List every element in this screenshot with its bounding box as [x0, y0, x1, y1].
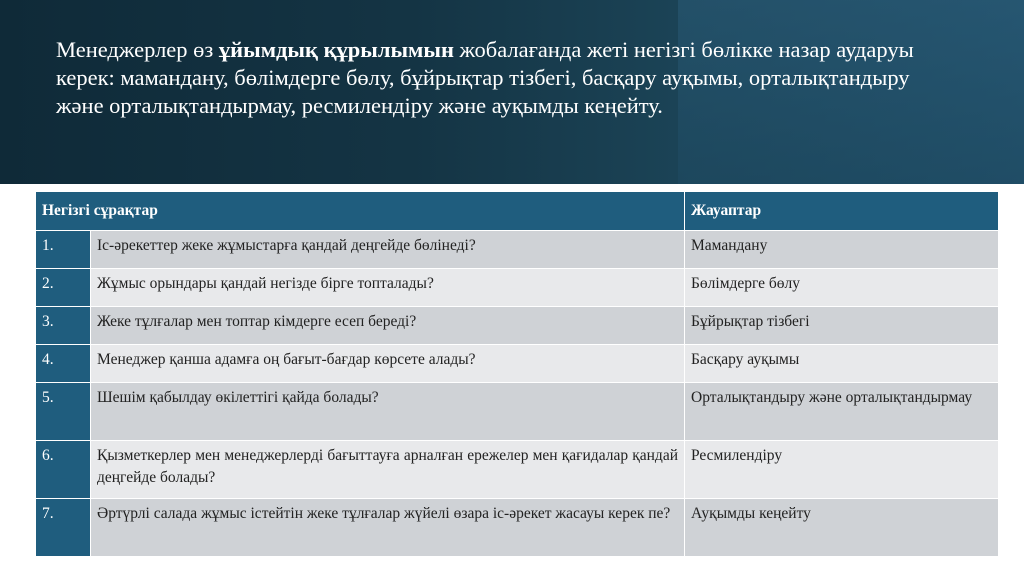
row-answer: Ауқымды кеңейту	[685, 499, 999, 557]
intro-paragraph	[56, 36, 956, 120]
row-question: Жеке тұлғалар мен топтар кімдерге есеп береді?	[91, 307, 685, 345]
intro-text-start: Менеджерлер өз	[56, 37, 219, 62]
table-row	[36, 383, 999, 441]
intro-text-end: жобалағанда жеті негізгі бөлікке назар аударуы керек: мамандану, бөлімдерге бөлу, бұйрықтар тізбегі, басқару ауқымы, орталықтандыру және орталықтандырмау, ресмилендіру және ауқымды кеңейту.	[56, 37, 914, 118]
table-header-row	[36, 192, 999, 231]
row-question: Әртүрлі салада жұмыс істейтін жеке тұлғалар жүйелі өзара іс-әрекет жасауы керек пе?	[91, 499, 685, 557]
row-answer: Орталықтандыру және орталықтандырмау	[685, 383, 999, 441]
row-answer: Бұйрықтар тізбегі	[685, 307, 999, 345]
row-question: Менеджер қанша адамға оң бағыт-бағдар көрсете алады?	[91, 345, 685, 383]
row-number: 2.	[36, 269, 91, 307]
table-row	[36, 441, 999, 499]
row-question: Шешім қабылдау өкілеттігі қайда болады?	[91, 383, 685, 441]
row-number: 3.	[36, 307, 91, 345]
row-number: 4.	[36, 345, 91, 383]
row-answer: Ресмилендіру	[685, 441, 999, 499]
table-row	[36, 231, 999, 269]
table-row	[36, 307, 999, 345]
row-question: Жұмыс орындары қандай негізде бірге топталады?	[91, 269, 685, 307]
structure-table	[35, 191, 999, 557]
table-row	[36, 345, 999, 383]
row-question: Іс-әрекеттер жеке жұмыстарға қандай деңгейде бөлінеді?	[91, 231, 685, 269]
row-answer: Мамандану	[685, 231, 999, 269]
row-number: 1.	[36, 231, 91, 269]
row-number: 6.	[36, 441, 91, 499]
row-answer: Бөлімдерге бөлу	[685, 269, 999, 307]
header-questions: Негізгі сұрақтар	[36, 192, 685, 231]
row-number: 7.	[36, 499, 91, 557]
row-answer: Басқару ауқымы	[685, 345, 999, 383]
table-row	[36, 499, 999, 557]
intro-text-bold: ұйымдық құрылымын	[218, 37, 454, 62]
title-banner	[0, 0, 1024, 184]
header-answers: Жауаптар	[685, 192, 999, 231]
row-question: Қызметкерлер мен менеджерлерді бағыттауға арналған ережелер мен қағидалар қандай деңгейде болады?	[91, 441, 685, 499]
row-number: 5.	[36, 383, 91, 441]
table-row	[36, 269, 999, 307]
